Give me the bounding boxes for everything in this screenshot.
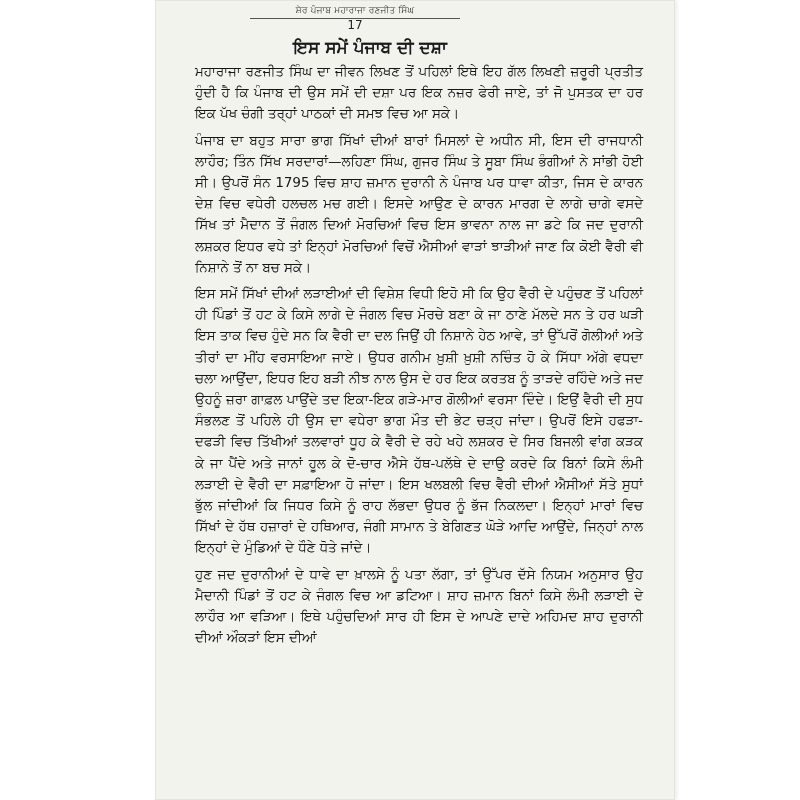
chapter-title: ਇਸ ਸਮੇਂ ਪੰਜਾਬ ਦੀ ਦਸ਼ਾ bbox=[293, 38, 447, 58]
paragraph: ਇਸ ਸਮੇਂ ਸਿੱਖਾਂ ਦੀਆਂ ਲੜਾਈਆਂ ਦੀ ਵਿਸ਼ੇਸ਼ ਵਿਧੀ ਇਹੋ ਸੀ ਕਿ ਉਹ ਵੈਰੀ ਦੇ ਪਹੁੰਚਣ ਤੋਂ ਪਹਿਲਾਂ ਹੀ ਪਿੰਡਾਂ ਤੋਂ ਹਟ ਕੇ ਕਿਸੇ ਲਾਗੇ ਦੇ ਜੰਗਲ ਵਿਚ ਮੋਰਚੇ ਬਣਾ ਕੇ ਜਾ ਠਾਣੇ ਮੱਲਦੇ ਸਨ ਤੇ ਹਰ ਘੜੀ ਇਸ ਤਾਕ ਵਿਚ ਹੁੰਦੇ ਸਨ ਕਿ ਵੈਰੀ ਦਾ ਦਲ ਜਿਉਂ ਹੀ ਨਿਸ਼ਾਨੇ ਹੇਠ ਆਵੇ, ਤਾਂ ਉੱਪਰੋਂ ਗੋਲੀਆਂ ਅਤੇ ਤੀਰਾਂ ਦਾ ਮੀਂਹ ਵਰਸਾਇਆ ਜਾਏ। ਉਧਰ ਗਨੀਮ ਖ਼ੁਸ਼ੀ ਖ਼ੁਸ਼ੀ ਨਚਿੰਤ ਹੋ ਕੇ ਸਿੱਧਾ ਅੱਗੇ ਵਧਦਾ ਚਲਾ ਆਉਂਦਾ, ਇਧਰ ਇਹ ਬੜੀ ਨੀਝ ਨਾਲ ਉਸ ਦੇ ਹਰ ਇਕ ਕਰਤਬ ਨੂੰ ਤਾੜਦੇ ਰਹਿੰਦੇ ਅਤੇ ਜਦ ਉਹਨੂੰ ਜ਼ਰਾ ਗਾਫ਼ਲ ਪਾਉਂਦੇ ਤਦ ਇਕਾ-ਇਕ ਗੜੇ-ਮਾਰ ਗੋਲੀਆਂ ਵਰਸਾ ਦਿੰਦੇ। ਇਉਂ ਵੈਰੀ ਦੀ ਸੁਧ ਸੰਭਲਣ ਤੋਂ ਪਹਿਲੇ ਹੀ ਉਸ ਦਾ ਵਧੇਰਾ ਭਾਗ ਮੌਤ ਦੀ ਭੇਟ ਚੜ੍ਹ ਜਾਂਦਾ। ਉਪਰੋਂ ਇਸੇ ਹਫੜਾ-ਦਫੜੀ ਵਿਚ ਤਿੱਖੀਆਂ ਤਲਵਾਰਾਂ ਧੂਹ ਕੇ ਵੈਰੀ ਦੇ ਰਹੇ ਖਹੇ ਲਸ਼ਕਰ ਦੇ ਸਿਰ ਬਿਜਲੀ ਵਾਂਗ ਕੜਕ ਕੇ ਜਾ ਪੈਂਦੇ ਅਤੇ ਜਾਨਾਂ ਹੂਲ ਕੇ ਦੋ-ਚਾਰ ਐਸੇ ਹੱਥ-ਪਲੱਥੇ ਦੇ ਦਾਉ ਕਰਦੇ ਕਿ ਬਿਨਾਂ ਕਿਸੇ ਲੰਮੀ ਲੜਾਈ ਦੇ ਵੈਰੀ ਦਾ ਸਫ਼ਾਇਆ ਹੋ ਜਾਂਦਾ। ਇਸ ਖਲਬਲੀ ਵਿਚ ਵੈਰੀ ਦੀਆਂ ਐਸੀਆਂ ਸੱਤੇ ਸੁਧਾਂ ਭੁੱਲ ਜਾਂਦੀਆਂ ਕਿ ਜਿਧਰ ਕਿਸੇ ਨੂੰ ਰਾਹ ਲੱਭਦਾ ਉਧਰ ਨੂੰ ਭੱਜ ਨਿਕਲਦਾ। ਇਨ੍ਹਾਂ ਮਾਰਾਂ ਵਿਚ ਸਿੱਖਾਂ ਦੇ ਹੱਥ ਹਜ਼ਾਰਾਂ ਦੇ ਹਥਿਆਰ, ਜੰਗੀ ਸਾਮਾਨ ਤੇ ਬੇਗਿਣਤ ਘੋੜੇ ਆਦਿ ਆਉਂਦੇ, ਜਿਨ੍ਹਾਂ ਨਾਲ ਇਨ੍ਹਾਂ ਦੇ ਮੁੰਡਿਆਂ ਦੇ ਧੌਣੇ ਧੋਤੇ ਜਾਂਦੇ। bbox=[195, 287, 643, 557]
page-number: 17 bbox=[347, 18, 363, 32]
paragraph: ਮਹਾਰਾਜਾ ਰਣਜੀਤ ਸਿੰਘ ਦਾ ਜੀਵਨ ਲਿਖਣ ਤੋਂ ਪਹਿਲਾਂ ਇਥੇ ਇਹ ਗੱਲ ਲਿਖਣੀ ਜ਼ਰੂਰੀ ਪ੍ਰਤੀਤ ਹੁੰਦੀ ਹੈ ਕਿ ਪੰਜਾਬ ਦੀ ਉਸ ਸਮੇਂ ਦੀ ਦਸ਼ਾ ਪਰ ਇਕ ਨਜ਼ਰ ਫੇਰੀ ਜਾਏ, ਤਾਂ ਜੋ ਪੁਸਤਕ ਦਾ ਹਰ ਇਕ ਪੱਖ ਚੰਗੀ ਤਰ੍ਹਾਂ ਪਾਠਕਾਂ ਦੀ ਸਮਝ ਵਿਚ ਆ ਸਕੇ। bbox=[195, 65, 643, 123]
running-header: ਸ਼ੇਰ ਪੰਜਾਬ ਮਹਾਰਾਜਾ ਰਣਜੀਤ ਸਿੰਘ bbox=[295, 6, 415, 16]
body-text bbox=[195, 62, 643, 654]
paragraph: ਹੁਣ ਜਦ ਦੁਰਾਨੀਆਂ ਦੇ ਧਾਵੇ ਦਾ ਖ਼ਾਲਸੇ ਨੂੰ ਪਤਾ ਲੱਗਾ, ਤਾਂ ਉੱਪਰ ਦੱਸੇ ਨਿਯਮ ਅਨੁਸਾਰ ਉਹ ਮੈਦਾਨੀ ਪਿੰਡਾਂ ਤੋਂ ਹਟ ਕੇ ਜੰਗਲ ਵਿਚ ਆ ਡਟਿਆ। ਸ਼ਾਹ ਜ਼ਮਾਨ ਬਿਨਾਂ ਕਿਸੇ ਲੰਮੀ ਲੜਾਈ ਦੇ ਲਾਹੌਰ ਆ ਵੜਿਆ। ਇਥੇ ਪਹੁੰਚਦਿਆਂ ਸਾਰ ਹੀ ਇਸ ਦੇ ਆਪਣੇ ਦਾਦੇ ਅਹਿਮਦ ਸ਼ਾਹ ਦੁਰਾਨੀ ਦੀਆਂ ਔਕੜਾਂ ਇਸ ਦੀਆਂ bbox=[195, 567, 643, 647]
paragraph: ਪੰਜਾਬ ਦਾ ਬਹੁਤ ਸਾਰਾ ਭਾਗ ਸਿੱਖਾਂ ਦੀਆਂ ਬਾਰਾਂ ਮਿਸਲਾਂ ਦੇ ਅਧੀਨ ਸੀ, ਇਸ ਦੀ ਰਾਜਧਾਨੀ ਲਾਹੌਰ; ਤਿੰਨ ਸਿੱਖ ਸਰਦਾਰਾਂ—ਲਹਿਣਾ ਸਿੰਘ, ਗੁਜਰ ਸਿੰਘ ਤੇ ਸੂਬਾ ਸਿੰਘ ਭੰਗੀਆਂ ਨੇ ਸਾਂਭੀ ਹੋਈ ਸੀ। ਉਪਰੋਂ ਸੰਨ 1795 ਵਿਚ ਸ਼ਾਹ ਜ਼ਮਾਨ ਦੁਰਾਨੀ ਨੇ ਪੰਜਾਬ ਪਰ ਧਾਵਾ ਕੀਤਾ, ਜਿਸ ਦੇ ਕਾਰਨ ਦੇਸ਼ ਵਿਚ ਵਧੇਰੀ ਹਲਚਲ ਮਚ ਗਈ। ਇਸਦੇ ਆਉਣ ਦੇ ਕਾਰਨ ਮਾਰਗ ਦੇ ਲਾਗੇ ਚਾਗੇ ਵਸਦੇ ਸਿੱਖ ਤਾਂ ਮੈਦਾਨ ਤੋਂ ਜੰਗਲ ਦਿਆਂ ਮੋਰਚਿਆਂ ਵਿਚ ਇਸ ਭਾਵਨਾ ਨਾਲ ਜਾ ਡਟੇ ਕਿ ਜਦ ਦੁਰਾਨੀ ਲਸ਼ਕਰ ਇਧਰ ਵਧੇ ਤਾਂ ਇਨ੍ਹਾਂ ਮੋਰਚਿਆਂ ਵਿਚੋਂ ਐਸੀਆਂ ਵਾੜਾਂ ਝਾੜੀਆਂ ਜਾਣ ਕਿ ਕੋਈ ਵੈਰੀ ਵੀ ਨਿਸ਼ਾਨੇ ਤੋਂ ਨਾ ਬਚ ਸਕੇ। bbox=[195, 133, 643, 276]
